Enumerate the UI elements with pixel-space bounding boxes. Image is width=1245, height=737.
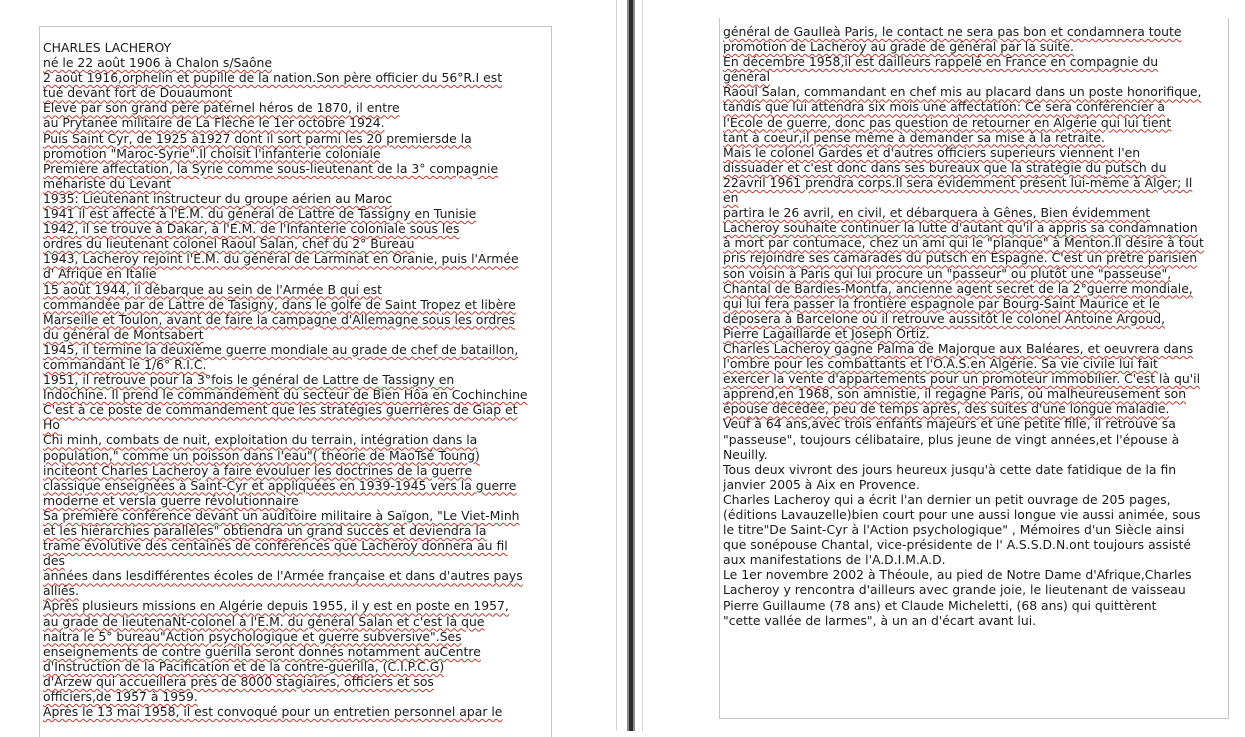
text-line: Lacheroy y rencontra d'ailleurs avec grande joie, le lieutenant de vaisseau xyxy=(723,582,1186,598)
right-page[interactable] xyxy=(719,18,1229,719)
text-line: et les hiérarchies parallèles" obtiendra un grand succès et deviendra la xyxy=(43,523,487,538)
text-line: Charles Lacheroy gagne Palma de Majorque aux Baléares, et oeuvrera dans xyxy=(723,340,1194,356)
text-line: Lacheroy souhaite continuer la lutte d'autant qu'il a appris sa condamnation xyxy=(723,220,1198,236)
text-line: ordres du lieutenant colonel Raoul Salan, chef du 2° Bureau xyxy=(43,236,415,252)
text-line: 2 août 1916,orphelin et pupille de la nation.Son père officier du 56°R.I est xyxy=(43,70,503,86)
text-line: d'Arzew qui accueillera près de 8000 stagiaires, officiers et sos xyxy=(43,673,434,689)
text-line: C'est à ce poste de commandement que les stratégies guerrières de Giap et xyxy=(43,402,518,418)
text-line: alliés. xyxy=(43,583,79,599)
text-line: Chantal de Bardies-Montfa, ancienne agent secret de la 2°guerre mondiale, xyxy=(723,280,1193,296)
text-line: tant à coeur,il pense même à demander sa mise à la retraite. xyxy=(723,129,1105,145)
text-line: Marseille et Toulon, avant de faire la campagne d'Allemagne sous les ordres xyxy=(43,311,516,327)
text-line: général de Gaulleà Paris, le contact ne sera pas bon et condamnera toute xyxy=(723,24,1182,39)
left-page[interactable] xyxy=(39,26,552,737)
text-line: janvier 2005 à Aix en Provence. xyxy=(723,476,920,492)
text-line: Le 1er novembre 2002 à Théoule, au pied de Notre Dame d'Afrique,Charles xyxy=(723,567,1192,583)
text-line: à mort par contumace, chez un ami qui le "planque" à Menton.Il désire à tout xyxy=(723,235,1204,251)
text-line: aux manifestations de l'A.D.I.M.A.D. xyxy=(723,552,946,568)
text-line: dissuader et c'est donc dans ses bureaux que la stratégie du putsch du xyxy=(723,159,1167,175)
text-line: CHARLES LACHEROY xyxy=(43,40,172,55)
text-line: méhariste du Levant xyxy=(43,175,172,191)
text-line: Pierre Guillaume (78 ans) et Claude Micheletti, (68 ans) qui quittèrent xyxy=(723,597,1157,613)
text-line: Puis Saint Cyr, de 1925 à1927 dont il sort parmi les 20 premiersde la xyxy=(43,130,472,146)
text-line: déposera à Barcelone où il retrouve aussitôt le colonel Antoine Argoud, xyxy=(723,310,1166,326)
text-line: inciteont Charles Lacheroy à faire évouluer les doctrines de la guerre xyxy=(43,462,473,478)
text-line: Première affectation, la Syrie comme sous-lieutenant de la 3° compagnie xyxy=(43,160,499,176)
text-line: né le 22 août 1906 à Chalon s/Saône xyxy=(43,55,273,71)
text-line: Sa première conférence devant un auditoire militaire à Saïgon, "Le Viet-Minh xyxy=(43,507,520,523)
text-line: commandée par de Lattre de Tasigny, dans le golfe de Saint Tropez et libère xyxy=(43,296,516,312)
text-line: naitra le 5° bureau"Action psychologique et guerre subversive".Ses xyxy=(43,628,462,644)
text-line: l'Ecole de guerre, donc pas question de retourner en Algérie qui lui tient xyxy=(723,114,1172,130)
text-line: Mais le colonel Gardes et d'autres officiers superieurs viennent l'en xyxy=(723,144,1141,160)
text-line: qui lui fera passer la frontière espagnole par Bourg-Saint Maurice et le xyxy=(723,295,1160,311)
text-line: 1943, Lacheroy rejoint l'E.M. du général de Larminat en Oranie, puis l'Armée xyxy=(43,251,519,267)
text-line: 1935: Lieutenant instructeur du groupe aérien au Maroc xyxy=(43,190,393,206)
text-line: "passeuse", toujours célibataire, plus jeune de vingt années,et l'épouse à xyxy=(723,431,1180,447)
text-line: au Prytanée militaire de La Flèche le 1er octobre 1924. xyxy=(43,115,385,131)
text-line: Pierre Lagaillarde et Joseph Ortiz. xyxy=(723,325,930,341)
text-line: général xyxy=(723,69,771,85)
text-line: moderne et versla guerre révolutionnaire xyxy=(43,492,299,508)
text-line: 1951, il retrouve pour la 3°fois le général de Lattre de Tassigny en xyxy=(43,372,455,388)
text-line: apprend,en 1968, son amnistie, il regagne Paris, où malheureusement son xyxy=(723,386,1187,402)
text-line: exercer la vente d'appartements pour un promoteur immobilier. C'est là qu'il xyxy=(723,371,1201,387)
text-line: trame évolutive des centaines de conférences que Lacheroy donnera au fil xyxy=(43,538,508,554)
text-line: d' Afrique en Italie xyxy=(43,266,157,282)
text-line: des xyxy=(43,553,65,569)
text-line: du général de Montsabert xyxy=(43,326,204,342)
text-line: enseignements de contre guérilla seront donnés notamment auCentre xyxy=(43,643,481,659)
text-line: Après le 13 mai 1958, il est convoqué pour un entretien personnel apar le xyxy=(43,704,503,720)
text-line: promotion de Lacheroy au grade de général par la suite. xyxy=(723,39,1074,55)
text-line: le titre"De Saint-Cyr à l'Action psychologique" , Mémoires d'un Siècle ainsi xyxy=(723,522,1185,538)
text-line: 1945, il termine la deuxième guerre mondiale au grade de chef de bataillon, xyxy=(43,341,519,357)
text-line: tandis que lui attendra six mois une affectation: Ce sera conférencier à xyxy=(723,99,1165,115)
text-line: "cette vallée de larmes", à un an d'écart avant lui. xyxy=(723,612,1037,628)
text-line: son voisin à Paris qui lui procure un "passeur" ou plutôt une "passeuse", xyxy=(723,265,1172,281)
text-line: en xyxy=(723,190,739,206)
left-page-margin-line xyxy=(616,0,617,731)
text-line: 15 août 1944, il débarque au sein de l'Armée B qui est xyxy=(43,281,382,297)
text-line: population," comme un poisson dans l'eau"( théorie de MaoTsé Toung) xyxy=(43,447,480,463)
right-page-margin-line xyxy=(642,0,643,731)
text-line: 1941 il est affecté à l'E.M. du général de Lattre de Tassigny en Tunisie xyxy=(43,206,477,222)
text-line: Indochine. Il prend le commandement du secteur de Bien Hôa en Cochinchine xyxy=(43,387,528,403)
text-line: Ho xyxy=(43,417,60,433)
text-line: Tous deux vivront des jours heureux jusqu'à cette date fatidique de la fin xyxy=(723,461,1177,477)
text-line: promotion "Maroc-Syrie".Il choisit l'infanterie coloniale xyxy=(43,145,381,161)
text-line: Charles Lacheroy qui a écrit l'an dernier un petit ouvrage de 205 pages, xyxy=(723,491,1171,507)
text-line: Neuilly. xyxy=(723,446,768,462)
text-line: Elevé par son grand père paternel héros de 1870, il entre xyxy=(43,100,400,116)
text-line: Veuf à 64 ans,avec trois enfants majeurs et une petite fille, il retrouve sa xyxy=(723,416,1176,432)
text-line: que sonépouse Chantal, vice-présidente de l' A.S.S.D.N.ont toujours assisté xyxy=(723,537,1191,553)
text-line: 1942, il se trouve à Dakar, à l'E.M. de l'Infanterie coloniale sous les xyxy=(43,221,460,237)
text-line: tué devant fort de Douaumont xyxy=(43,85,233,101)
left-page-text[interactable] xyxy=(43,40,551,719)
text-line: pris rejoindre ses camarades du putsch en Espagne. C'est un prêtre parisien xyxy=(723,250,1198,266)
text-line: Après plusieurs missions en Algérie depuis 1955, il y est en poste en 1957, xyxy=(43,598,509,614)
text-line: officiers,de 1957 à 1959. xyxy=(43,689,198,705)
text-line: classique enseignées à Saint-Cyr et appliquées en 1939-1945 vers la guerre xyxy=(43,477,517,493)
text-line: années dans lesdifférentes écoles de l'Armée française et dans d'autres pays xyxy=(43,568,523,584)
text-line: En décembre 1958,il est dailleurs rappelé en France en compagnie du xyxy=(723,54,1159,70)
text-line: épouse décédée, peu de temps après, des suites d'une longue maladie. xyxy=(723,401,1170,417)
right-page-text[interactable] xyxy=(723,24,1228,628)
page-divider[interactable] xyxy=(627,0,635,731)
text-line: Chi minh, combats de nuit, exploitation du terrain, intégration dans la xyxy=(43,432,478,448)
text-line: (éditions Lavauzelle)bien court pour une aussi longue vie aussi animée, sous xyxy=(723,507,1201,522)
text-line: partira le 26 avril, en civil, et débarquera à Gênes, Bien évidemment xyxy=(723,205,1151,221)
text-line: l'ombre pour les combattants et l'O.A.S.en Algérie. Sa vie civile lui fait xyxy=(723,356,1158,372)
text-line: d'Instruction de la Pacification et de la contre-guerilla, (C.I.P.C.G) xyxy=(43,658,445,674)
text-line: 22avril 1961 prendra corps.Il sera évidemment présent lui-même à Alger; Il xyxy=(723,174,1193,190)
text-line: Raoul Salan, commandant en chef mis au placard dans un poste honorifique, xyxy=(723,84,1202,100)
text-line: au grade de lieutenaNt-colonel à l'E.M. du général Salan et c'est là que xyxy=(43,613,485,629)
text-line: commandant le 1/6° R.I.C. xyxy=(43,356,207,372)
